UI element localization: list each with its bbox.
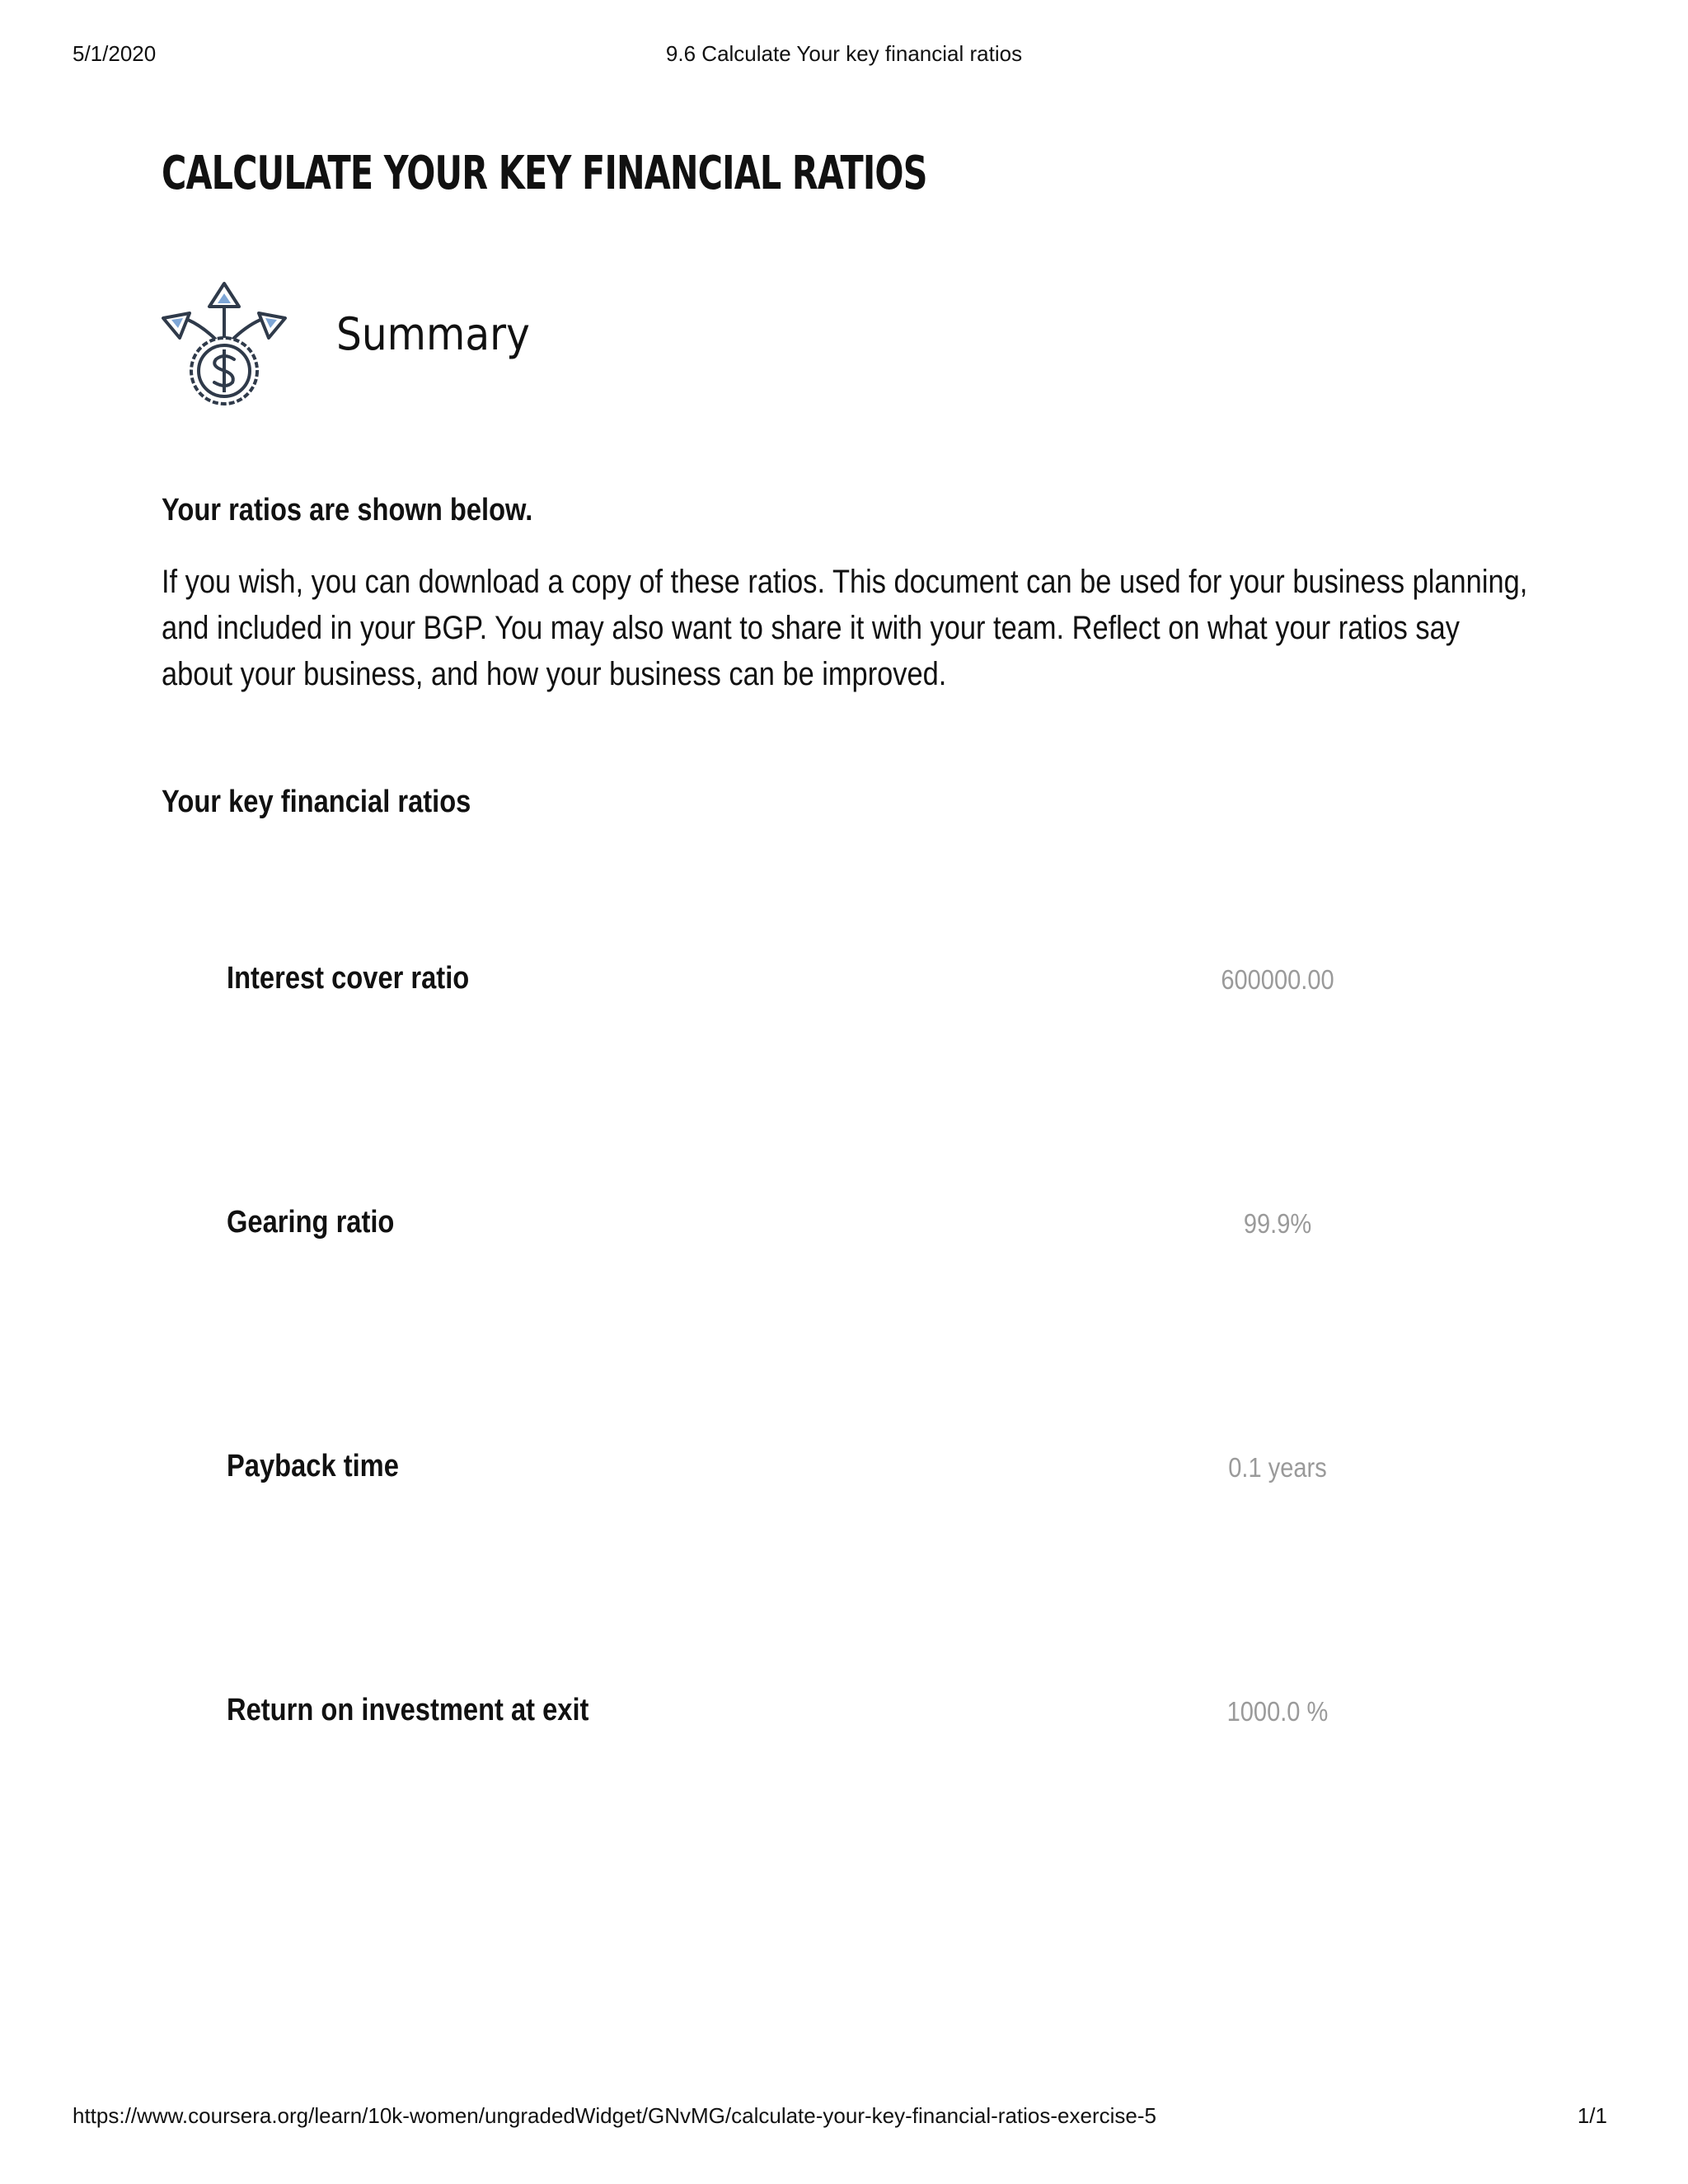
ratio-row-return-on-investment <box>227 1693 1381 1742</box>
print-url: https://www.coursera.org/learn/10k-women/ungradedWidget/GNvMG/calculate-your-key-financial-ratios-exercise-5 <box>73 2103 1156 2128</box>
ratio-label: Interest cover ratio <box>227 961 470 996</box>
ratio-value: 1000.0 % <box>1226 1696 1329 1727</box>
print-footer <box>0 2103 1688 2136</box>
intro-paragraph: If you wish, you can download a copy of these ratios. This document can be used for your business planning, and included in your BGP. You may also want to share it with your team. Reflect on what your ratios say about your business, and how your business can be improved. <box>162 564 1528 692</box>
print-date: 5/1/2020 <box>73 41 157 66</box>
intro-heading: Your ratios are shown below. <box>162 493 533 527</box>
ratios-heading: Your key financial ratios <box>162 785 471 819</box>
ratio-label: Payback time <box>227 1449 399 1483</box>
ratio-row-interest-cover <box>227 961 1381 1010</box>
ratio-row-gearing <box>227 1205 1381 1254</box>
ratio-label: Return on investment at exit <box>227 1693 589 1727</box>
ratio-value: 600000.00 <box>1221 964 1334 995</box>
ratio-label: Gearing ratio <box>227 1205 395 1240</box>
dollar-coin-arrows-icon <box>160 280 288 409</box>
ratio-value: 0.1 years <box>1228 1452 1327 1483</box>
print-header <box>0 41 1688 74</box>
print-page-title: 9.6 Calculate Your key financial ratios <box>665 41 1023 66</box>
print-page-number: 1/1 <box>1577 2103 1607 2128</box>
summary-heading: Summary <box>336 308 530 360</box>
page-title: CALCULATE YOUR KEY FINANCIAL RATIOS <box>162 147 927 200</box>
ratio-row-payback-time <box>227 1449 1381 1498</box>
ratio-value: 99.9% <box>1243 1208 1312 1239</box>
